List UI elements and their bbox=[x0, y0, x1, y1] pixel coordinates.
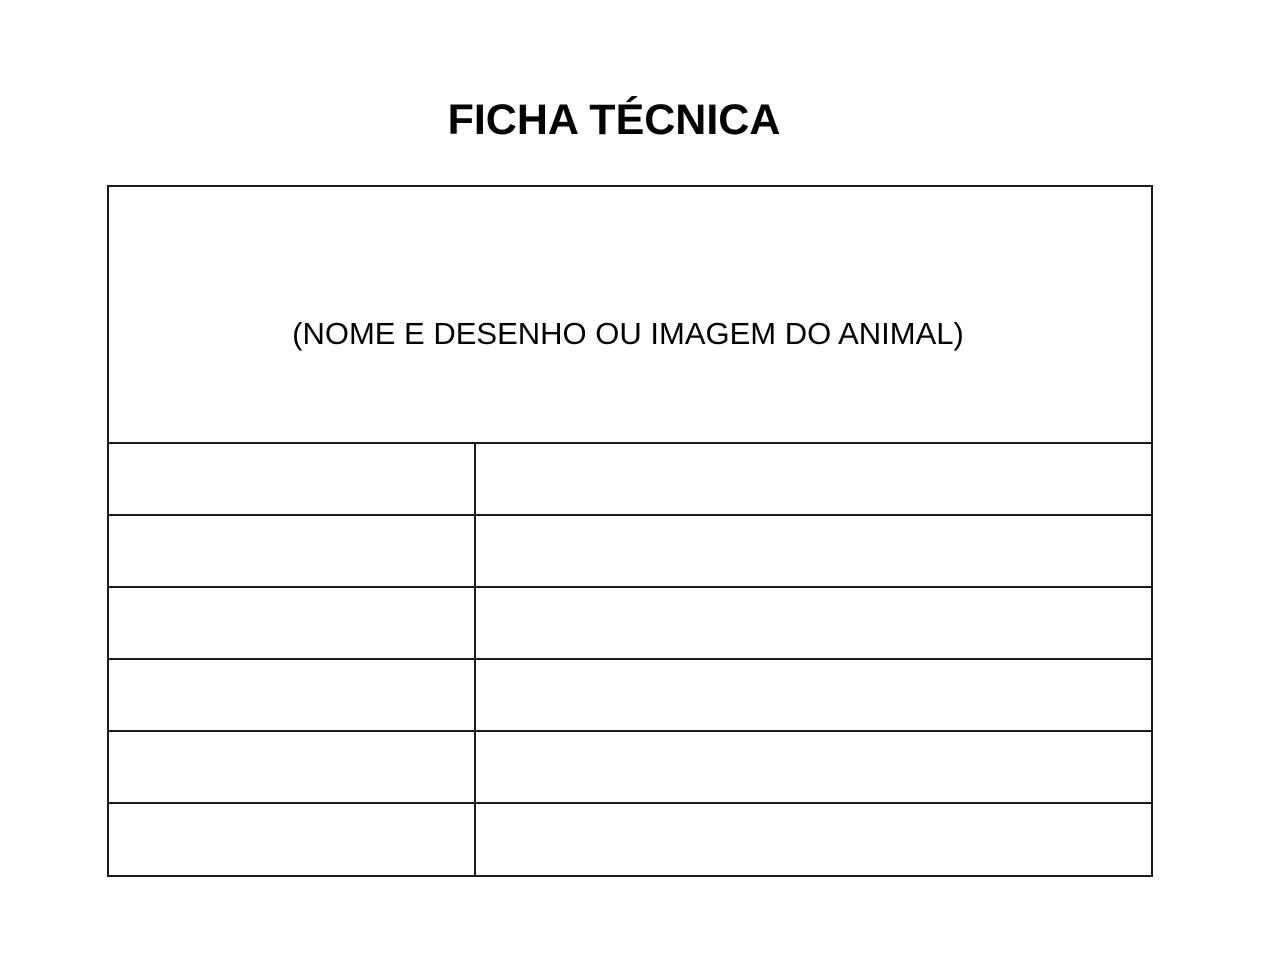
row-value-cell bbox=[476, 804, 1151, 875]
row-value-cell bbox=[476, 660, 1151, 730]
row-label-cell bbox=[109, 444, 476, 514]
row-label-cell bbox=[109, 588, 476, 658]
row-value-cell bbox=[476, 732, 1151, 802]
row-value-cell bbox=[476, 588, 1151, 658]
row-value-cell bbox=[476, 444, 1151, 514]
row-value-cell bbox=[476, 516, 1151, 586]
table-row bbox=[109, 516, 1151, 588]
table-rows bbox=[109, 444, 1151, 875]
table-row bbox=[109, 444, 1151, 516]
row-label-cell bbox=[109, 732, 476, 802]
table-row bbox=[109, 732, 1151, 804]
row-label-cell bbox=[109, 660, 476, 730]
row-label-cell bbox=[109, 804, 476, 875]
page-title: FICHA TÉCNICA bbox=[447, 96, 781, 144]
table-row bbox=[109, 588, 1151, 660]
technical-sheet-table bbox=[107, 185, 1153, 877]
table-row bbox=[109, 804, 1151, 875]
table-row bbox=[109, 660, 1151, 732]
animal-image-cell bbox=[109, 187, 1151, 444]
animal-image-placeholder: (NOME E DESENHO OU IMAGEM DO ANIMAL) bbox=[292, 315, 964, 351]
row-label-cell bbox=[109, 516, 476, 586]
